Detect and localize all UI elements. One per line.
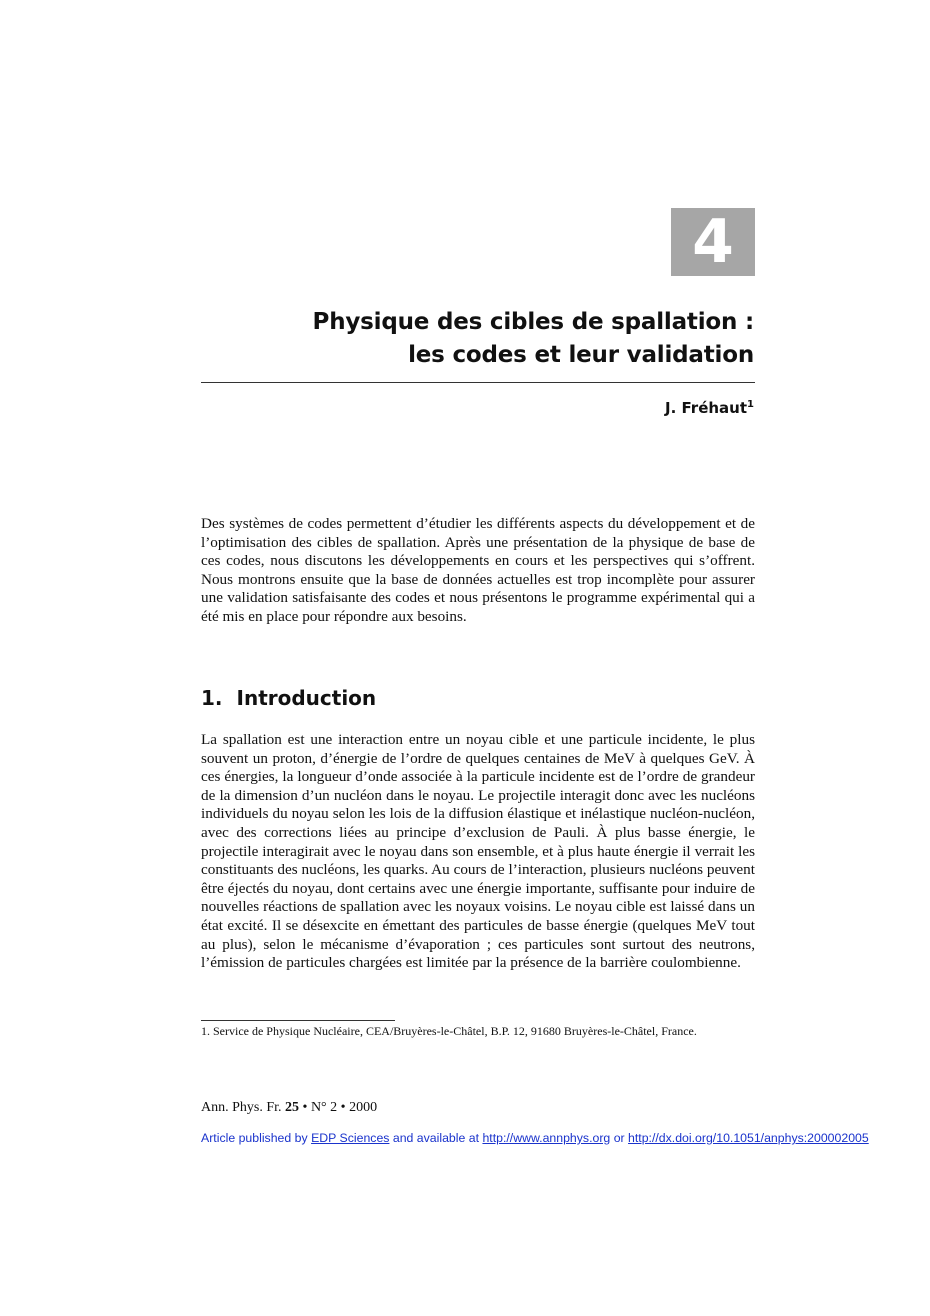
journal-url-link[interactable]: http://www.annphys.org: [482, 1131, 611, 1145]
doi-link[interactable]: http://dx.doi.org/10.1051/anphys:200002005: [628, 1131, 869, 1145]
author-name: J. Fréhaut: [665, 399, 748, 417]
footnote-rule: [201, 1020, 395, 1021]
journal-bullet-2: •: [340, 1100, 346, 1115]
publication-line: [201, 1131, 869, 1145]
chapter-title-line-1: Physique des cibles de spallation :: [312, 309, 754, 335]
journal-bullet-1: •: [302, 1100, 308, 1115]
journal-reference: [201, 1100, 377, 1116]
publication-middle: and available at: [392, 1131, 480, 1145]
publication-or: or: [613, 1131, 625, 1145]
section-heading: [201, 686, 376, 710]
publication-prefix: Article published by: [201, 1131, 308, 1145]
journal-volume: 25: [285, 1100, 300, 1115]
footnote: 1. Service de Physique Nucléaire, CEA/Bruyères-le-Châtel, B.P. 12, 91680 Bruyères-le-Châtel, France.: [201, 1024, 697, 1038]
chapter-title: [154, 306, 754, 372]
publisher-link[interactable]: EDP Sciences: [311, 1131, 390, 1145]
title-rule: [201, 382, 755, 383]
journal-year: 2000: [349, 1100, 378, 1115]
chapter-number-box: 4: [671, 208, 755, 276]
author: [665, 399, 754, 417]
abstract: Des systèmes de codes permettent d’étudier les différents aspects du développement et de l’optimisation des cibles de spallation. Après une présentation de la physique de base de ces codes, nous discutons les développements en cours et les perspectives qui s’offrent. Nous montrons ensuite que la base de données actuelles est trop incomplète pour assurer une validation satisfaisante des codes et nous présentons le programme expérimental qui a été mis en place pour répondre aux besoins.: [201, 515, 755, 625]
section-number: 1.: [201, 686, 223, 710]
journal-name: Ann. Phys. Fr.: [201, 1100, 282, 1115]
chapter-title-line-2: les codes et leur validation: [408, 342, 754, 368]
section-title: Introduction: [236, 686, 377, 710]
journal-issue: N° 2: [310, 1100, 338, 1115]
body-paragraph: La spallation est une interaction entre un noyau cible et une particule incidente, le plus souvent un proton, d’énergie de l’ordre de quelques centaines de MeV à quelques GeV. À ces énergies, la longueur d’onde associée à la particule incidente est de l’ordre de grandeur de la dimension d’un nucléon dans le noyau. Le projectile interagit donc avec les nucléons individuels du noyau selon les lois de la diffusion élastique et inélastique nucléon-nucléon, avec des corrections liées au principe d’exclusion de Pauli. À plus basse énergie, le projectile interagirait avec le noyau dans son ensemble, et à plus haute énergie il verrait les constituants des nucléons, les quarks. Au cours de l’interaction, plusieurs nucléons peuvent être éjectés du noyau, dont certains avec une énergie importante, suffisante pour induire de nouvelles réactions de spallation avec les noyaux voisins. Le noyau cible est laissé dans un état excité. Il se désexcite en émettant des particules de basse énergie (quelques MeV tout au plus), selon le mécanisme d’évaporation ; ces particules sont surtout des neutrons, l’émission de particules chargées est limitée par la présence de la barrière coulombienne.: [201, 731, 755, 972]
author-footnote-mark: 1: [747, 399, 754, 410]
